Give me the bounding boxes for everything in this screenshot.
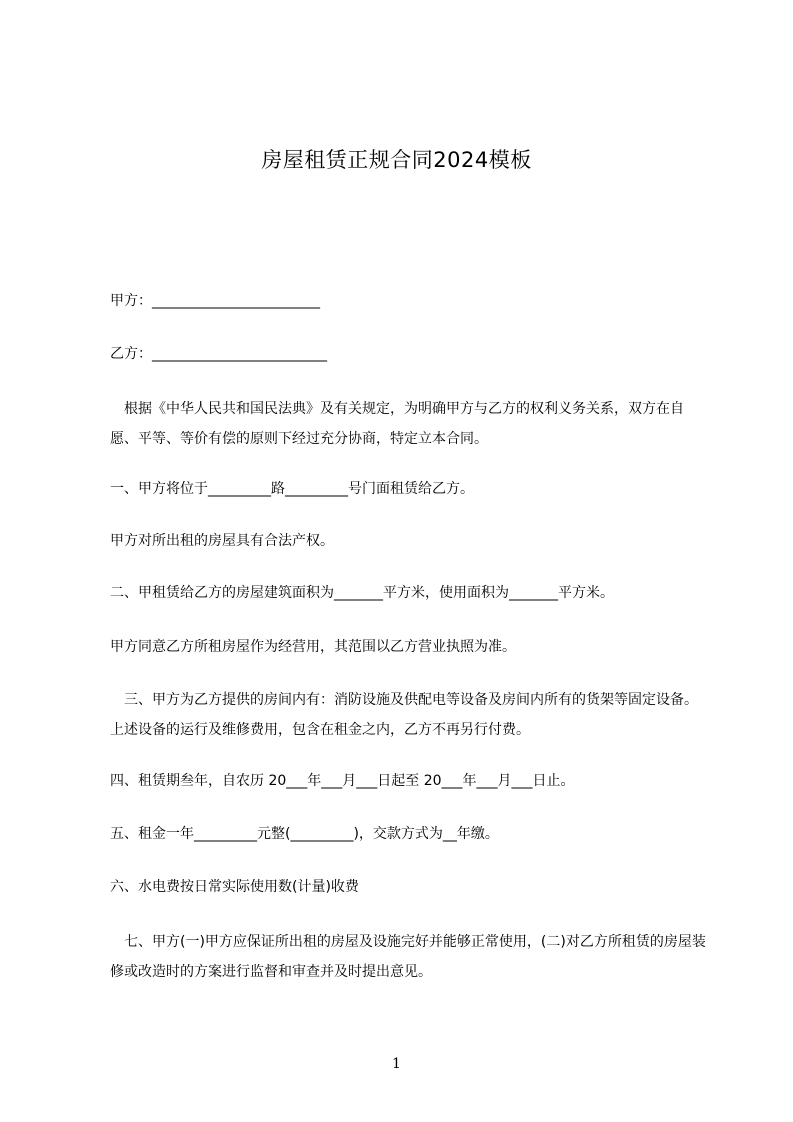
clause-7: 七、甲方(一)甲方应保证所出租的房屋及设施完好并能够正常使用，(二)对乙方所租赁的房屋装修或改造时的方案进行监督和审查并及时提出意见。 (110, 934, 706, 980)
clause-2-note: 甲方同意乙方所租房屋作为经营用，其范围以乙方营业执照为准。 (110, 639, 516, 655)
party-b-line: 乙方：_________________________ (110, 346, 327, 362)
page-number: 1 (392, 1056, 401, 1072)
clause-2: 二、甲租赁给乙方的房屋建筑面积为_______平方米，使用面积为_______平方米。 (110, 585, 614, 601)
clause-5: 五、租金一年_________元整(_________)，交款方式为__年缴。 (110, 826, 499, 842)
document-title: 房屋租赁正规合同2024模板 (261, 148, 532, 172)
clause-6: 六、水电费按日常实际使用数(计量)收费 (110, 879, 359, 895)
clause-1: 一、甲方将位于_________路_________号门面租赁给乙方。 (110, 481, 474, 497)
clause-4: 四、租赁期叁年，自农历 20___年___月___日起至 20___年___月___日止。 (110, 773, 575, 789)
clause-1-note: 甲方对所出租的房屋具有合法产权。 (110, 533, 334, 549)
party-a-line: 甲方：________________________ (110, 293, 320, 309)
clause-3: 三、甲方为乙方提供的房间内有：消防设施及供配电等设备及房间内所有的货架等固定设备。上述设备的运行及维修费用，包含在租金之内，乙方不再另行付费。 (110, 692, 698, 738)
intro-paragraph: 根据《中华人民共和国民法典》及有关规定，为明确甲方与乙方的权利义务关系，双方在自愿、平等、等价有偿的原则下经过充分协商，特定立本合同。 (110, 401, 684, 447)
